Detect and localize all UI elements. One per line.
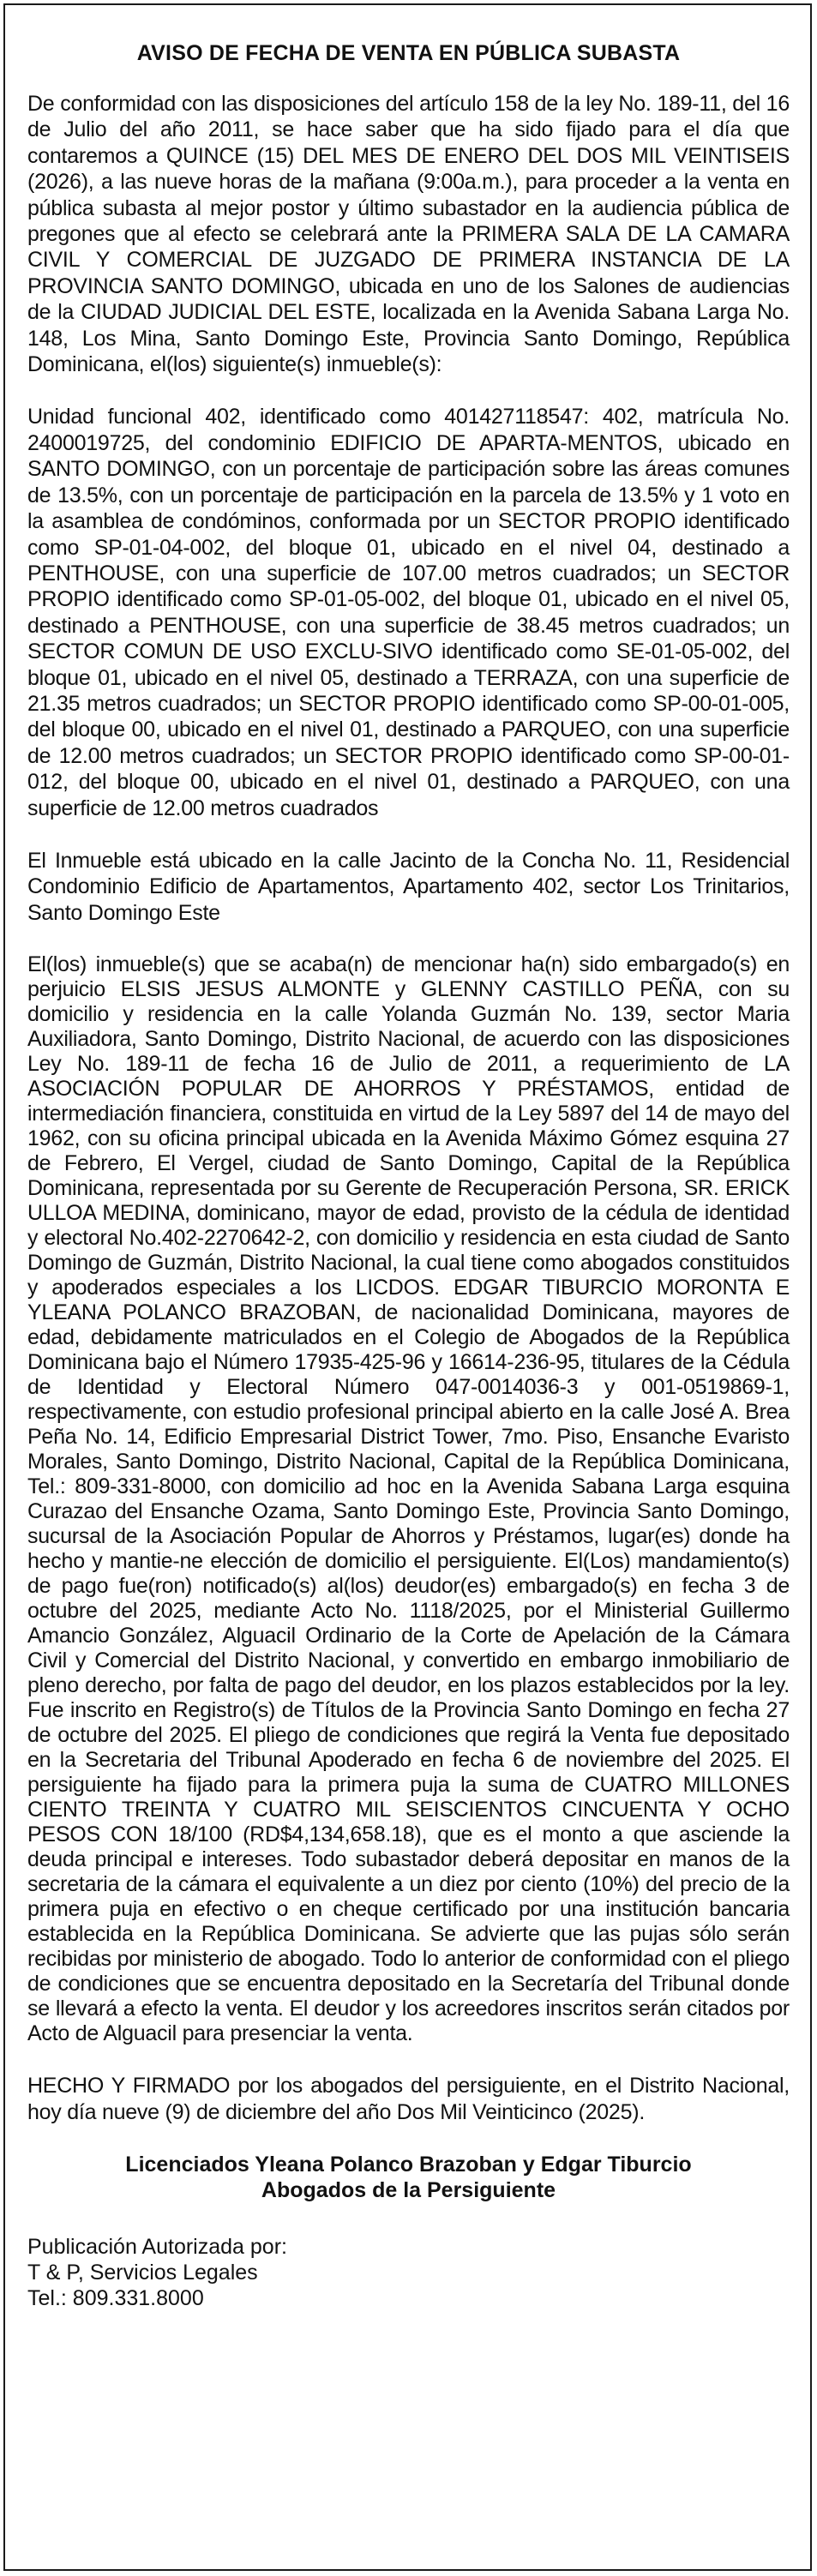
signature-role: Abogados de la Persiguiente [261, 2178, 556, 2202]
paragraph-property-description: Unidad funcional 402, identificado como 401427118547: 402, matrícula No. 2400019725, del condominio EDIFICIO DE APARTA-MENTOS, ubicado en SANTO DOMINGO, con un porcentaje de participación sobre las áreas comunes de 13.5%, con un porcentaje de participación en la parcela de 13.5% y 1 voto en la asamblea de condóminos, conformada por un SECTOR PROPIO identificado como SP-01-04-002, del bloque 01, ubicado en el nivel 04, destinado a PENTHOUSE, con una superficie de 107.00 metros cuadrados; un SECTOR PROPIO identificado como SP-01-05-002, del bloque 01, ubicado en el nivel 05, destinado a PENTHOUSE, con una superficie de 38.45 metros cuadrados; un SECTOR COMUN DE USO EXCLU-SIVO identificado como SE-01-05-002, del bloque 01, ubicado en el nivel 05, destinado a TERRAZA, con una superficie de 21.35 metros cuadrados; un SECTOR PROPIO identificado como SP-00-01-005, del bloque 00, ubicado en el nivel 01, destinado a PARQUEO, con una superficie de 12.00 metros cuadrados; un SECTOR PROPIO identificado como SP-00-01-012, del bloque 00, ubicado en el nivel 01, destinado a PARQUEO, con una superficie de 12.00 metros cuadrados [27, 405, 790, 820]
footer-authorized: Publicación Autorizada por: [27, 2235, 287, 2259]
footer-company: T & P, Servicios Legales [27, 2261, 258, 2285]
footer-phone: Tel.: 809.331.8000 [27, 2286, 204, 2310]
signature-block [27, 2152, 790, 2203]
paragraph-signed-date: HECHO Y FIRMADO por los abogados del persiguiente, en el Distrito Nacional, hoy día nueve (9) de diciembre del año Dos Mil Veinticinco (2025). [27, 2074, 790, 2124]
notice-title: AVISO DE FECHA DE VENTA EN PÚBLICA SUBASTA [136, 41, 681, 65]
legal-notice [3, 3, 812, 2571]
paragraph-auction-date: De conformidad con las disposiciones del artículo 158 de la ley No. 189-11, del 16 de Julio del año 2011, se hace saber que ha sido fijado para el día que contaremos a QUINCE (15) DEL MES DE ENERO DEL DOS MIL VEINTISEIS (2026), a las nueve horas de la mañana (9:00a.m.), para proceder a la venta en pública subasta al mejor postor y último subastador en la audiencia pública de pregones que al efecto se celebrará ante la PRIMERA SALA DE LA CAMARA CIVIL Y COMERCIAL DE JUZGADO DE PRIMERA INSTANCIA DE LA PROVINCIA SANTO DOMINGO, ubicada en uno de los Salones de audiencias de la CIUDAD JUDICIAL DEL ESTE, localizada en la Avenida Sabana Larga No. 148, Los Mina, Santo Domingo Este, Provincia Santo Domingo, República Dominicana, el(los) siguiente(s) inmueble(s): [27, 92, 790, 377]
paragraph-property-location: El Inmueble está ubicado en la calle Jacinto de la Concha No. 11, Residencial Condominio Edificio de Apartamentos, Apartamento 402, sector Los Trinitarios, Santo Domingo Este [27, 848, 790, 925]
publication-footer [27, 2234, 790, 2311]
paragraph-seizure-details: El(los) inmueble(s) que se acaba(n) de mencionar ha(n) sido embargado(s) en perjuicio ELSIS JESUS ALMONTE y GLENNY CASTILLO PEÑA, con su domicilio y residencia en la calle Yolanda Guzmán No. 139, sector Maria Auxiliadora, Santo Domingo, Distrito Nacional, de acuerdo con las disposiciones Ley No. 189-11 de fecha 16 de Julio de 2011, a requerimiento de LA ASOCIACIÓN POPULAR DE AHORROS Y PRÉSTAMOS, entidad de intermediación financiera, constituida en virtud de la Ley 5897 del 14 de mayo del 1962, con su oficina principal ubicada en la Avenida Máximo Gómez esquina 27 de Febrero, El Vergel, ciudad de Santo Domingo, Capital de la República Dominicana, representada por su Gerente de Recuperación Persona, SR. ERICK ULLOA MEDINA, dominicano, mayor de edad, provisto de la cédula de identidad y electoral No.402-2270642-2, con domicilio y residencia en esta ciudad de Santo Domingo de Guzmán, Distrito Nacional, la cual tiene como abogados constituidos y apoderados especiales a los LICDOS. EDGAR TIBURCIO MORONTA E YLEANA POLANCO BRAZOBAN, de nacionalidad Dominicana, mayores de edad, debidamente matriculados en el Colegio de Abogados de la República Dominicana bajo el Número 17935-425-96 y 16614-236-95, titulares de la Cédula de Identidad y Electoral Número 047-0014036-3 y 001-0519869-1, respectivamente, con estudio profesional principal abierto en la calle José A. Brea Peña No. 14, Edificio Empresarial District Tower, 7mo. Piso, Ensanche Evaristo Morales, Santo Domingo, Distrito Nacional, Capital de la República Dominicana, Tel.: 809-331-8000, con domicilio ad hoc en la Avenida Sabana Larga esquina Curazao del Ensanche Ozama, Santo Domingo Este, Provincia Santo Domingo, sucursal de la Asociación Popular de Ahorros y Préstamos, lugar(es) donde ha hecho y mantie-ne elección de domicilio el persiguiente. El(Los) mandamiento(s) de pago fue(ron) notificado(s) al(los) deudor(es) embargado(s) en fecha 3 de octubre del 2025, mediante Acto No. 1118/2025, por el Ministerial Guillermo Amancio González, Alguacil Ordinario de la Corte de Apelación de la Cámara Civil y Comercial del Distrito Nacional, y convertido en embargo inmobiliario de pleno derecho, por falta de pago del deudor, en los plazos establecidos por la ley. Fue inscrito en Registro(s) de Títulos de la Provincia Santo Domingo en fecha 27 de octubre del 2025. El pliego de condiciones que regirá la Venta fue depositado en la Secretaria del Tribunal Apoderado en fecha 6 de noviembre del 2025. El persiguiente ha fijado para la primera puja la suma de CUATRO MILLONES CIENTO TREINTA Y CUATRO MIL SEISCIENTOS CINCUENTA Y OCHO PESOS CON 18/100 (RD$4,134,658.18), que es el monto a que asciende la deuda principal e intereses. Todo subastador deberá depositar en manos de la secretaria de la cámara el equivalente a un diez por ciento (10%) del precio de la primera puja en efectivo o en cheque certificado por una institución bancaria establecida en la República Dominicana. Se advierte que las pujas sólo serán recibidas por ministerio de abogado. Todo lo anterior de conformidad con el pliego de condiciones que se encuentra depositado en la Secretaría del Tribunal donde se llevará a efecto la venta. El deudor y los acreedores inscritos serán citados por Acto de Alguacil para presenciar la venta. [27, 952, 790, 2046]
signature-lawyers: Licenciados Yleana Polanco Brazoban y Edgar Tiburcio [125, 2153, 692, 2177]
